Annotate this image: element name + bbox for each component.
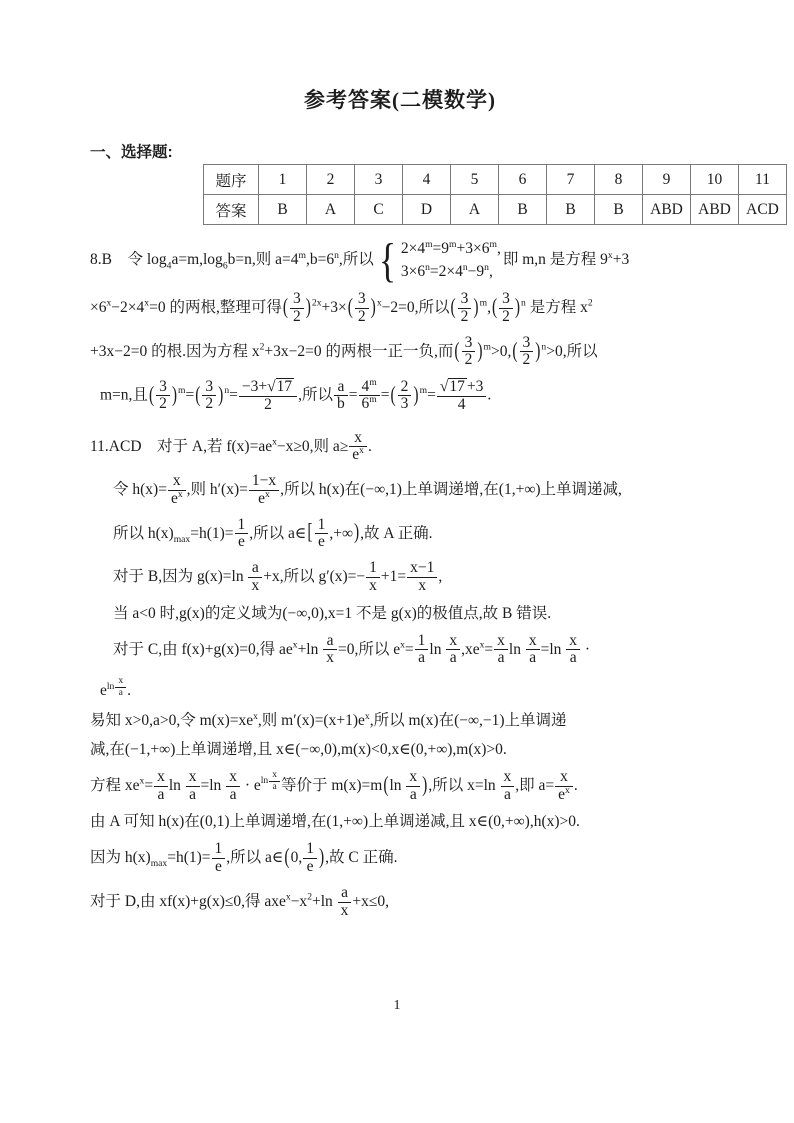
subscript: max	[150, 858, 168, 870]
fraction: $\frac{x}{a}$	[494, 633, 508, 667]
section-heading-choice-questions: 一、选择题:	[90, 144, 173, 161]
fraction: $\frac{1-x}{e^x}$	[249, 473, 279, 507]
solution-problem-8	[90, 233, 710, 414]
subscript: 6	[222, 260, 228, 272]
fraction: $\frac{x}{a}$	[269, 770, 280, 792]
stretched-delimiter: )	[305, 294, 311, 320]
fraction: $\frac{3}{2}$	[462, 335, 476, 369]
math-line: 对于 B,因为 g(x)=ln $\frac{a}{x}$ +x,所以 g′(x)=− $\frac{1}{x}$ +1= $\frac{x-1}{x}$ ,	[113, 559, 443, 594]
math-line: 对于 C,由 f(x)+g(x)=0,得 $ae^x+\ln$ $\frac{a}{x}$ =0,所以 $e^x=$ $\frac{1}{a}$ ln $\frac{x}{a}$ $,xe^x=$ $\frac{x}{a}$ ln $\frac{x}{a}$ =ln $\frac{x}{a}$ ·	[113, 631, 591, 667]
superscript: x	[292, 639, 298, 651]
fraction: $\frac{a}{x}$	[323, 633, 337, 667]
solutions	[90, 233, 710, 919]
fraction: $\frac{3}{2}$	[355, 291, 369, 325]
math-line: 由 A 可知 h(x)在(0,1)上单调递增,在(1,+∞)上单调递减,且 x∈(0,+∞),h(x)>0.	[90, 813, 580, 831]
square-root: √17	[439, 378, 465, 396]
fraction: $\frac{1}{e}$	[235, 517, 249, 551]
superscript: 2x	[311, 297, 322, 309]
superscript: x	[607, 250, 613, 262]
stretched-delimiter: [	[307, 519, 313, 545]
superscript: x	[177, 488, 183, 500]
fraction: $\frac{1}{e}$	[315, 517, 329, 551]
answer-cell: ABD	[691, 195, 739, 225]
question-number-cell: 7	[547, 165, 595, 195]
question-number-cell: 9	[643, 165, 691, 195]
stretched-delimiter: (	[450, 294, 456, 320]
fraction: $\frac{x}{a}$	[566, 633, 580, 667]
fraction: $\frac{x}{a}$	[115, 676, 126, 698]
stretched-delimiter: )	[171, 381, 178, 407]
fraction: $\frac{x}{a}$	[154, 769, 168, 803]
superscript: x	[565, 784, 570, 796]
superscript: m	[489, 238, 497, 250]
fraction: $\frac{-3+√17}{2}$	[239, 378, 297, 413]
answer-cell: B	[259, 195, 307, 225]
superscript: x	[479, 639, 485, 651]
superscript: x	[285, 891, 291, 903]
stretched-delimiter: (	[491, 294, 498, 320]
superscript: ln x a	[107, 681, 127, 692]
superscript: n	[224, 385, 230, 397]
fraction: $\frac{x}{a}$	[226, 769, 240, 803]
superscript: n	[541, 341, 547, 353]
fraction: $\frac{x}{e^x}$	[555, 769, 573, 803]
superscript: x	[359, 445, 364, 457]
math-line: 对于 D,由 xf(x)+g(x)≤0,得 $axe^x-x^2+\ln$ $\frac{a}{x}$ +x≤0,	[90, 883, 390, 919]
fraction: $\frac{1}{e}$	[212, 841, 226, 875]
stretched-delimiter: )	[318, 844, 325, 870]
answer-cell: ACD	[739, 195, 787, 225]
stretched-delimiter: (	[282, 294, 288, 320]
row-label-cell: 题序	[204, 165, 259, 195]
stretched-delimiter: )	[413, 381, 419, 407]
stretched-delimiter: (	[454, 338, 460, 363]
stretched-delimiter: )	[535, 338, 541, 363]
math-line: 当 a<0 时,g(x)的定义域为(−∞,0),x=1 不是 g(x)的极值点,故 B 错误.	[113, 604, 552, 622]
fraction: $\frac{x}{a}$	[526, 633, 540, 667]
superscript: x	[253, 710, 258, 722]
stretched-delimiter: (	[383, 772, 389, 797]
fraction: $\frac{x}{a}$	[406, 769, 420, 803]
fraction: $\frac{4^m}{6^m}$	[359, 379, 380, 413]
superscript: m	[425, 238, 433, 250]
superscript: n	[484, 261, 489, 273]
math-line: 方程 $xe^x=$ $\frac{x}{a}$ ln $\frac{x}{a}$ =ln $\frac{x}{a}$ · $e^{ln \frac{x}{a}}$ 等价于 m(x)=m(ln $\frac{x}{a}$ ),所以 x=ln $\frac{x}{a}$ ,即 a= $\frac{x}{e^x}$ .	[90, 767, 578, 803]
answer-cell: D	[403, 195, 451, 225]
math-line: 易知 x>0,a>0,令 $m(x)=xe^x$,则 $m'(x)=(x+1)e^x$,所以 m(x)在(−∞,−1)上单调递	[90, 710, 567, 729]
superscript: m	[298, 250, 306, 262]
square-root: √17	[267, 378, 293, 396]
math-line: 11.ACD 对于 A,若 $f(x)=ae^x-x\ge 0$,则 a≥ $\frac{x}{e^x}$ .	[90, 428, 372, 464]
superscript: m	[449, 238, 457, 250]
superscript: m	[419, 385, 428, 397]
fraction: $\frac{3}{2}$	[202, 379, 216, 413]
fraction: $\frac{x}{e^x}$	[168, 473, 186, 507]
fraction: $\frac{x}{a}$	[446, 633, 460, 667]
fraction: $\frac{1}{a}$	[415, 633, 429, 667]
question-number-cell: 2	[307, 165, 355, 195]
fraction: $\frac{x-1}{x}$	[407, 560, 437, 594]
math-line: 令 h(x)= $\frac{x}{e^x}$ ,则 h′(x)= $\frac{1-x}{e^x}$ ,所以 h(x)在(−∞,1)上单调递增,在(1,+∞)上单调递减,	[113, 472, 622, 507]
superscript: 2	[307, 891, 312, 903]
superscript: m	[178, 385, 186, 397]
superscript: x	[364, 710, 370, 722]
math-line: +3x−2=0 的根.因为方程 $x^2+3x-2=0$ 的两根一正一负,而( $\frac{3}{2}$ )$^m$>0,( $\frac{3}{2}$ )$^n$>0,所以	[90, 333, 598, 369]
fraction: $\frac{x}{e^x}$	[349, 430, 367, 464]
math-line: $e^{ln \frac{x}{a}}$ .	[100, 675, 132, 700]
table-row	[204, 195, 787, 225]
superscript: x	[272, 436, 277, 448]
math-line: $\times 6^x-2\times 4^x=0$ 的两根,整理可得( $\frac{3}{2}$ )$^{2x}$+3×( $\frac{3}{2}$ )$^x$−2=0,所以( $\frac{3}{2}$ )$^m$,( $\frac{3}{2}$ )$^n$ 是方程 $x^2$	[90, 290, 593, 326]
superscript: x	[144, 297, 150, 309]
fraction: $\frac{3}{2}$	[156, 379, 170, 413]
superscript: x	[139, 775, 145, 787]
superscript: m	[369, 376, 377, 388]
stretched-delimiter: )	[354, 519, 360, 545]
superscript: x	[106, 297, 112, 309]
math-line: 所以 $h(x)_{max}=h(1)=$ $\frac{1}{e}$ ,所以 a∈[ $\frac{1}{e}$ ,+∞),故 A 正确.	[113, 515, 433, 551]
subscript: max	[173, 533, 191, 545]
superscript: 2	[259, 341, 265, 353]
stretched-delimiter: (	[195, 381, 201, 407]
fraction: $\frac{a}{x}$	[248, 560, 262, 594]
answer-table	[203, 164, 787, 225]
math-line: 减,在(−1,+∞)上单调递增,且 x∈(−∞,0),m(x)<0,x∈(0,+∞),m(x)>0.	[90, 740, 507, 758]
math-line: 因为 $h(x)_{max}=h(1)=$ $\frac{1}{e}$ ,所以 a∈(0, $\frac{1}{e}$ ),故 C 正确.	[90, 840, 398, 876]
answer-cell: ABD	[643, 195, 691, 225]
question-number-cell: 5	[451, 165, 499, 195]
fraction: $\frac{2}{3}$	[398, 379, 412, 413]
answer-cell: A	[307, 195, 355, 225]
fraction: $\frac{√17 +3}{4}$	[437, 378, 487, 413]
question-number-cell: 10	[691, 165, 739, 195]
superscript: n	[334, 250, 339, 262]
stretched-delimiter: (	[347, 294, 353, 320]
fraction: $\frac{3}{2}$	[290, 291, 304, 325]
question-number-cell: 8	[595, 165, 643, 195]
question-number-cell: 1	[259, 165, 307, 195]
stretched-delimiter: )	[370, 294, 376, 320]
superscript: x	[400, 639, 405, 651]
question-number-cell: 6	[499, 165, 547, 195]
superscript: x	[265, 488, 270, 500]
superscript: n	[425, 261, 430, 273]
equation-system: { $2\times 4^m=9^m+3\times 6^m$, $3\times 6^n=2\times 4^n-9^n$,	[378, 233, 501, 287]
answer-cell: A	[451, 195, 499, 225]
stretched-delimiter: (	[390, 381, 396, 407]
stretched-delimiter: )	[473, 294, 479, 320]
math-line: 8.B 令 $\log_4a=m,\log_6b=n$,则 $a=4^m,b=6^n$,所以 { $2\times 4^m=9^m+3\times 6^m$, $3\times 6^n=2\times 4^n-9^n$, 即 m,n 是方程 $9^x+3$	[90, 233, 630, 287]
subscript: 4	[166, 260, 172, 272]
fraction: $\frac{3}{2}$	[520, 335, 534, 369]
fraction: $\frac{3}{2}$	[458, 291, 472, 325]
solution-problem-11	[90, 430, 710, 920]
stretched-delimiter: )	[218, 381, 224, 407]
fraction: $\frac{3}{2}$	[499, 291, 513, 325]
stretched-delimiter: (	[284, 844, 290, 870]
stretched-delimiter: )	[477, 338, 483, 363]
answer-table-body	[204, 165, 787, 225]
fraction: $\frac{a}{b}$	[334, 379, 348, 413]
superscript: n	[462, 261, 468, 273]
fraction: $\frac{1}{x}$	[366, 560, 380, 594]
answer-cell: B	[595, 195, 643, 225]
fraction: $\frac{x}{a}$	[186, 769, 200, 803]
superscript: ln x a	[261, 775, 281, 786]
fraction: $\frac{1}{e}$	[303, 841, 317, 875]
superscript: m	[369, 394, 377, 406]
page-number: 1	[393, 998, 401, 1013]
stretched-delimiter: (	[148, 381, 155, 407]
question-number-cell: 4	[403, 165, 451, 195]
answer-cell: C	[355, 195, 403, 225]
stretched-delimiter: )	[422, 772, 428, 797]
stretched-delimiter: )	[514, 294, 521, 320]
superscript: m	[483, 341, 491, 353]
superscript: m	[479, 297, 488, 309]
superscript: 2	[587, 297, 593, 309]
answer-cell: B	[499, 195, 547, 225]
question-number-cell: 3	[355, 165, 403, 195]
answer-cell: B	[547, 195, 595, 225]
fraction: $\frac{x}{a}$	[501, 769, 515, 803]
fraction: $\frac{a}{x}$	[338, 885, 352, 919]
question-number-cell: 11	[739, 165, 787, 195]
table-row	[204, 165, 787, 195]
stretched-delimiter: (	[512, 338, 518, 363]
row-label-cell: 答案	[204, 195, 259, 225]
page-title: 参考答案(二模数学)	[304, 88, 496, 112]
math-line: m=n,且( $\frac{3}{2}$ )$^m$=( $\frac{3}{2}$ )$^n$= $\frac{-3+√17}{2}$ ,所以 $\frac{a}{b}$ = $\frac{4^m}{6^m}$ =( $\frac{2}{3}$ )$^m$= $\frac{√17 +3}{4}$ .	[100, 376, 492, 413]
superscript: x	[376, 297, 382, 309]
superscript: n	[521, 297, 526, 309]
